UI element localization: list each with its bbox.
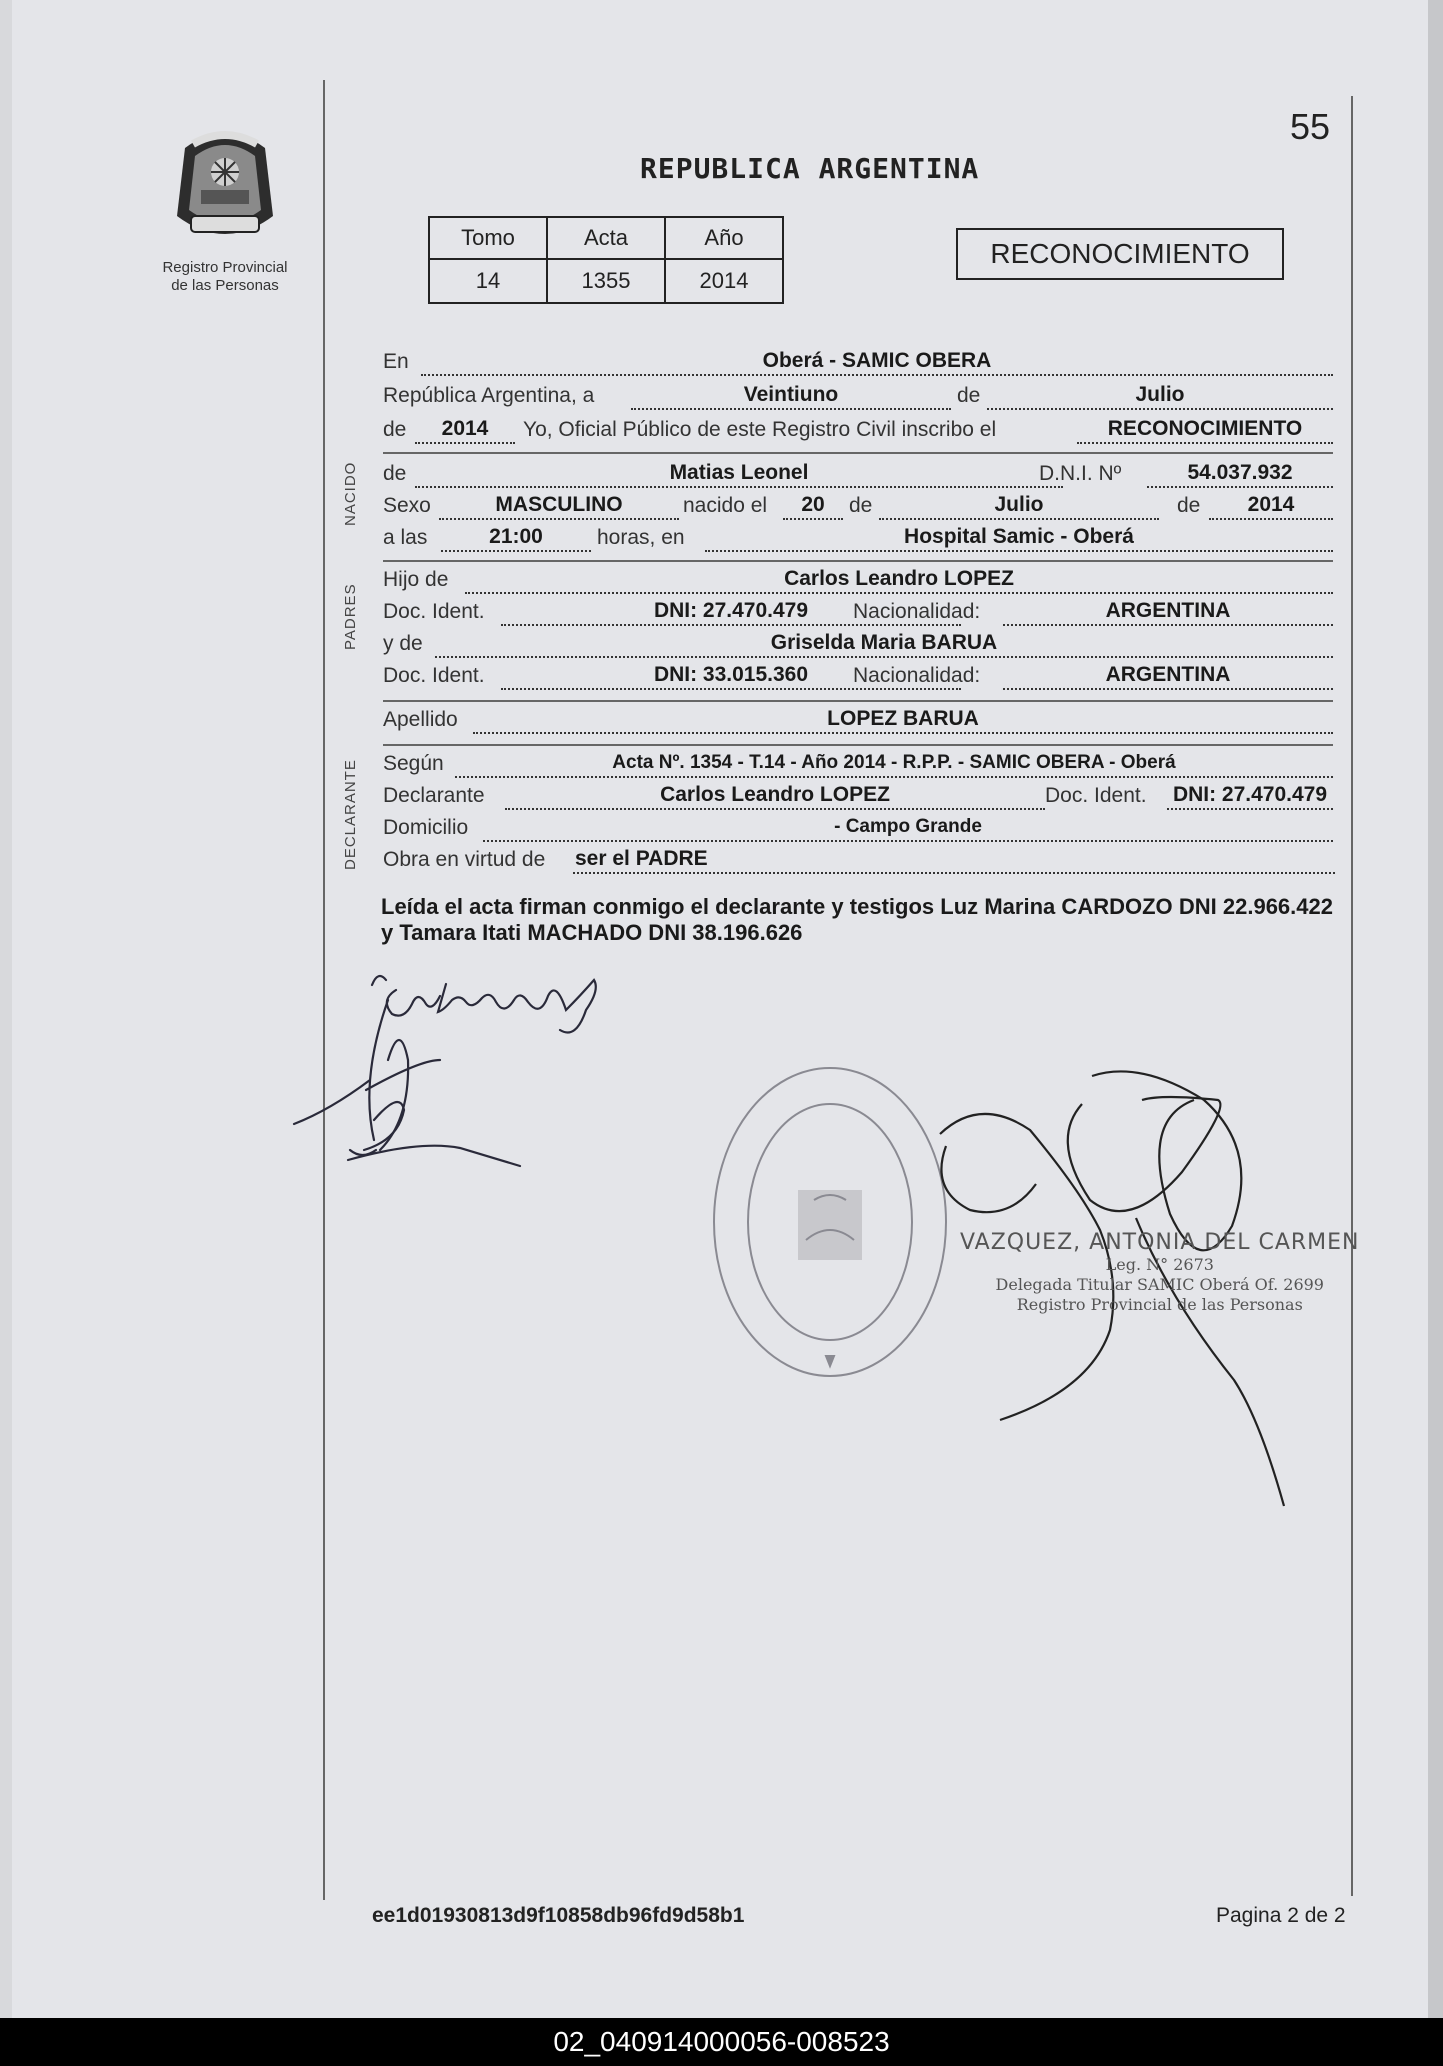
mother-row (383, 626, 1333, 658)
place-value: Oberá - SAMIC OBERA (421, 348, 1333, 376)
country-prefix: República Argentina, a (383, 384, 595, 407)
mother-value: Griselda Maria BARUA (435, 630, 1333, 658)
document-hash: ee1d01930813d9f10858db96fd9d58b1 (372, 1904, 745, 1927)
mother-label: y de (383, 632, 423, 655)
address-row (383, 810, 1333, 842)
document-type-box: RECONOCIMIENTO (956, 228, 1284, 280)
father-label: Hijo de (383, 568, 449, 591)
dni-label: D.N.I. Nº (1039, 462, 1122, 485)
de-label: de (957, 384, 981, 407)
provincial-seal-icon (165, 120, 285, 250)
address-value: - Campo Grande (483, 814, 1333, 842)
sex-value: MASCULINO (439, 492, 679, 520)
right-margin-line (1351, 96, 1353, 1896)
officer-name: VAZQUEZ, ANTONIA DEL CARMEN (960, 1230, 1360, 1255)
father-row (383, 562, 1333, 594)
born-day-value: 20 (783, 492, 843, 520)
logo-line-1: Registro Provincial (162, 259, 288, 276)
section-divider (383, 452, 1333, 454)
officer-org: Registro Provincial de las Personas (1016, 1295, 1303, 1314)
declarant-doc-label: Doc. Ident. (1045, 784, 1147, 807)
registry-logo (150, 120, 300, 295)
ano-header: Año (665, 217, 783, 259)
mother-doc-row (383, 658, 1333, 690)
time-row (383, 520, 1333, 552)
place-row (383, 344, 1333, 376)
country-title: REPUBLICA ARGENTINA (640, 152, 980, 185)
left-margin-line (323, 80, 325, 1900)
declarant-value: Carlos Leandro LOPEZ (505, 782, 1045, 810)
officer-stamp (960, 1230, 1360, 1315)
page-indicator: Pagina 2 de 2 (1216, 1904, 1346, 1927)
father-nationality-value: ARGENTINA (1003, 598, 1333, 626)
surname-value: LOPEZ BARUA (473, 706, 1333, 734)
logo-line-2: de las Personas (171, 277, 279, 294)
born-de-label: de (849, 494, 873, 517)
address-label: Domicilio (383, 816, 469, 839)
father-nationality-label: Nacionalidad: (853, 600, 981, 623)
officer-doc: Leg. N° 2673 (1105, 1255, 1214, 1274)
side-label-padres: PADRES (342, 583, 359, 650)
tomo-value: 14 (429, 259, 547, 303)
mother-nationality-value: ARGENTINA (1003, 662, 1333, 690)
sex-row (383, 488, 1333, 520)
time-value: 21:00 (441, 524, 591, 552)
registrar-row (383, 412, 1333, 444)
hospital-value: Hospital Samic - Oberá (705, 524, 1333, 552)
name-label: de (383, 462, 407, 485)
statement-text: Leída el acta firman conmigo el declarante y testigos Luz Marina CARDOZO DNI 22.966.422 y Tamara Itati MACHADO DNI 38.196.626 (381, 894, 1333, 945)
act-value: RECONOCIMIENTO (1077, 416, 1333, 444)
child-name-row (383, 456, 1333, 488)
segun-label: Según (383, 752, 444, 775)
side-label-declarante: DECLARANTE (342, 759, 359, 870)
born-year-value: 2014 (1209, 492, 1333, 520)
sex-label: Sexo (383, 494, 431, 517)
segun-row (383, 746, 1333, 778)
acta-header: Acta (547, 217, 665, 259)
scan-edge (1428, 0, 1443, 2018)
officer-role: Delegada Titular SAMIC Oberá Of. 2699 (995, 1275, 1324, 1294)
page-number: 55 (1290, 106, 1331, 147)
place-label: En (383, 350, 409, 373)
capacity-row (383, 842, 1333, 874)
day-value: Veintiuno (631, 382, 951, 410)
born-month-value: Julio (879, 492, 1159, 520)
father-value: Carlos Leandro LOPEZ (465, 566, 1333, 594)
capacity-label: Obra en virtud de (383, 848, 546, 871)
time-label: a las (383, 526, 428, 549)
tomo-header: Tomo (429, 217, 547, 259)
father-doc-row (383, 594, 1333, 626)
file-caption: 02_040914000056-008523 (553, 2026, 890, 2057)
mother-nationality-label: Nacionalidad: (853, 664, 981, 687)
capacity-value: ser el PADRE (573, 846, 1335, 874)
file-caption-bar (0, 2018, 1443, 2066)
hours-label: horas, en (597, 526, 685, 549)
date-row (383, 378, 1333, 410)
ano-value: 2014 (665, 259, 783, 303)
child-dni-value: 54.037.932 (1147, 460, 1333, 488)
mother-doc-value: DNI: 33.015.360 (501, 662, 961, 690)
de2-label: de (383, 418, 407, 441)
segun-value: Acta Nº. 1354 - T.14 - Año 2014 - R.P.P. - SAMIC OBERA - Oberá (455, 750, 1333, 778)
father-doc-label: Doc. Ident. (383, 600, 485, 623)
mother-doc-label: Doc. Ident. (383, 664, 485, 687)
surname-row (383, 702, 1333, 734)
born-label: nacido el (683, 494, 768, 517)
registry-table (428, 216, 784, 304)
side-label-nacido: NACIDO (342, 461, 359, 526)
acta-value: 1355 (547, 259, 665, 303)
month-value: Julio (987, 382, 1333, 410)
declarant-label: Declarante (383, 784, 485, 807)
year-value: 2014 (415, 416, 515, 444)
declarant-doc-value: DNI: 27.470.479 (1167, 782, 1333, 810)
surname-label: Apellido (383, 708, 458, 731)
father-doc-value: DNI: 27.470.479 (501, 598, 961, 626)
child-name-value: Matias Leonel (415, 460, 1063, 488)
declarant-row (383, 778, 1333, 810)
registrar-text: Yo, Oficial Público de este Registro Civil inscribo el (523, 418, 997, 441)
born-de2-label: de (1177, 494, 1201, 517)
